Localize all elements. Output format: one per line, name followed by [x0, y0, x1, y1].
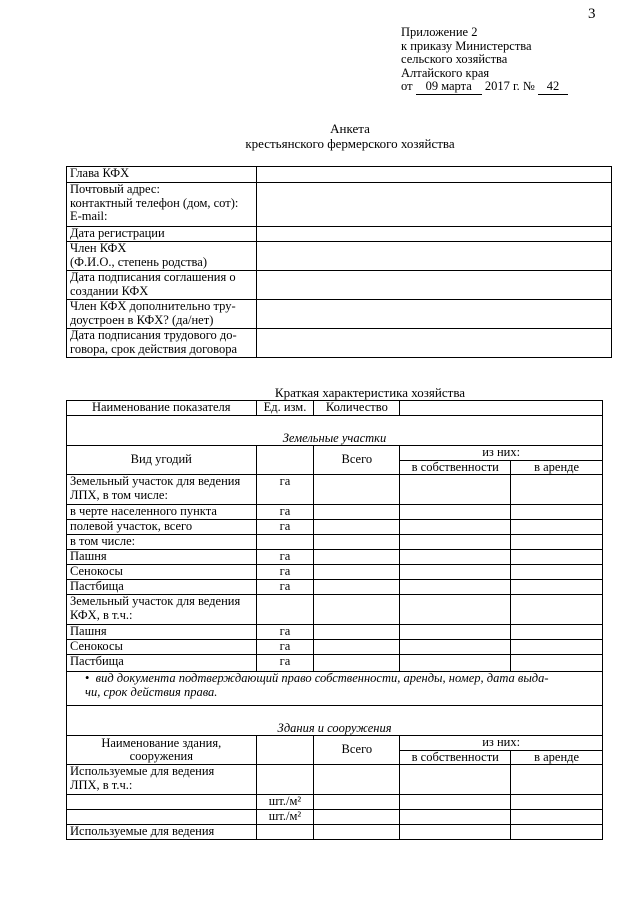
- buildings-row-leased[interactable]: [511, 825, 603, 840]
- buildings-row-leased[interactable]: [511, 765, 603, 795]
- buildings-row-total[interactable]: [314, 810, 400, 825]
- land-row-unit: [256, 595, 314, 625]
- buildings-row-owned[interactable]: [400, 810, 511, 825]
- summary-table: [66, 400, 603, 840]
- land-row: [67, 475, 603, 505]
- land-row-total[interactable]: [314, 565, 400, 580]
- land-row-leased[interactable]: [511, 550, 603, 565]
- info-row-value[interactable]: [256, 167, 611, 183]
- header-quantity: Количество: [314, 401, 400, 416]
- land-row-label: Пастбища: [67, 580, 257, 595]
- land-section-title: Земельные участки: [67, 416, 603, 446]
- annex-date-year: 2017 г. №: [484, 79, 535, 93]
- buildings-header-owned: в собственности: [400, 750, 511, 765]
- info-row-value[interactable]: [256, 183, 611, 227]
- buildings-row: [67, 795, 603, 810]
- land-row-total[interactable]: [314, 580, 400, 595]
- form-title: [0, 121, 640, 151]
- land-row-owned[interactable]: [400, 655, 511, 672]
- land-row-owned[interactable]: [400, 475, 511, 505]
- form-title-line-1: Анкета: [330, 121, 370, 136]
- land-row-total[interactable]: [314, 655, 400, 672]
- buildings-section-title: Здания и сооружения: [67, 706, 603, 736]
- land-row-leased[interactable]: [511, 625, 603, 640]
- info-row-label: Член КФХ дополнительно тру- доустроен в КФХ? (да/нет): [67, 300, 257, 329]
- buildings-header-name: Наименование здания, сооружения: [67, 736, 257, 765]
- land-header-leased: в аренде: [511, 460, 603, 475]
- buildings-row-total[interactable]: [314, 765, 400, 795]
- info-row-value[interactable]: [256, 242, 611, 271]
- info-row-value[interactable]: [256, 271, 611, 300]
- buildings-row-unit: [256, 825, 314, 840]
- land-row-leased[interactable]: [511, 655, 603, 672]
- form-title-line-2: крестьянского фермерского хозяйства: [245, 136, 455, 151]
- header-empty: [400, 401, 603, 416]
- annex-line-3: сельского хозяйства: [401, 52, 508, 66]
- land-row-label: Земельный участок для ведения КФХ, в т.ч.:: [67, 595, 257, 625]
- land-row-unit: [256, 535, 314, 550]
- land-row-unit: га: [256, 580, 314, 595]
- land-row-leased[interactable]: [511, 595, 603, 625]
- buildings-row-leased[interactable]: [511, 795, 603, 810]
- land-row-owned[interactable]: [400, 565, 511, 580]
- info-row: [67, 167, 612, 183]
- info-row-value[interactable]: [256, 329, 611, 358]
- buildings-row-label: [67, 795, 257, 810]
- land-row-leased[interactable]: [511, 475, 603, 505]
- header-indicator: Наименование показателя: [67, 401, 257, 416]
- annex-block: [401, 26, 568, 95]
- land-row-leased[interactable]: [511, 520, 603, 535]
- buildings-row-leased[interactable]: [511, 810, 603, 825]
- info-row-label: Глава КФХ: [67, 167, 257, 183]
- annex-date-value: 09 марта: [416, 80, 482, 95]
- land-row-owned[interactable]: [400, 550, 511, 565]
- land-row-total[interactable]: [314, 520, 400, 535]
- land-row: [67, 520, 603, 535]
- buildings-row-owned[interactable]: [400, 765, 511, 795]
- land-header-of-them: из них:: [400, 446, 603, 461]
- land-row-owned[interactable]: [400, 640, 511, 655]
- buildings-row: [67, 810, 603, 825]
- land-row: [67, 580, 603, 595]
- page-number: 3: [588, 6, 596, 22]
- info-row-label: Дата регистрации: [67, 227, 257, 242]
- land-header-unit: [256, 446, 314, 475]
- annex-date-prefix: от: [401, 79, 413, 93]
- land-row: [67, 550, 603, 565]
- land-row-label: Сенокосы: [67, 565, 257, 580]
- buildings-row: [67, 765, 603, 795]
- land-row-owned[interactable]: [400, 505, 511, 520]
- buildings-row-label: Используемые для ведения: [67, 825, 257, 840]
- land-row: [67, 565, 603, 580]
- land-row-owned[interactable]: [400, 535, 511, 550]
- buildings-row-total[interactable]: [314, 825, 400, 840]
- info-row-value[interactable]: [256, 227, 611, 242]
- annex-date-line: [401, 80, 568, 95]
- land-row-total[interactable]: [314, 535, 400, 550]
- land-row: [67, 625, 603, 640]
- info-row: [67, 300, 612, 329]
- buildings-header-of-them: из них:: [400, 736, 603, 751]
- land-header-type: Вид угодий: [67, 446, 257, 475]
- info-row-label: Член КФХ (Ф.И.О., степень родства): [67, 242, 257, 271]
- land-row: [67, 640, 603, 655]
- info-row-label: Дата подписания трудового до- говора, срок действия договора: [67, 329, 257, 358]
- land-row-owned[interactable]: [400, 595, 511, 625]
- land-row-leased[interactable]: [511, 505, 603, 520]
- land-row-label: Пастбища: [67, 655, 257, 672]
- land-header-total: Всего: [314, 446, 400, 475]
- land-row-label: Пашня: [67, 625, 257, 640]
- buildings-row-total[interactable]: [314, 795, 400, 810]
- annex-line-2: к приказу Министерства: [401, 38, 532, 53]
- land-row-owned[interactable]: [400, 625, 511, 640]
- land-row-total[interactable]: [314, 640, 400, 655]
- buildings-row-label: Используемые для ведения ЛПХ, в т.ч.:: [67, 765, 257, 795]
- land-row-leased[interactable]: [511, 580, 603, 595]
- land-row-total[interactable]: [314, 625, 400, 640]
- info-row: [67, 242, 612, 271]
- land-row-label: Пашня: [67, 550, 257, 565]
- land-row-owned[interactable]: [400, 580, 511, 595]
- buildings-header-unit: [256, 736, 314, 765]
- info-row: [67, 329, 612, 358]
- info-row: [67, 227, 612, 242]
- land-row-total[interactable]: [314, 550, 400, 565]
- land-row-unit: га: [256, 475, 314, 505]
- land-row-unit: га: [256, 655, 314, 672]
- land-row: [67, 595, 603, 625]
- land-row-label: в том числе:: [67, 535, 257, 550]
- land-row-total[interactable]: [314, 595, 400, 625]
- land-row-unit: га: [256, 550, 314, 565]
- land-row-label: Сенокосы: [67, 640, 257, 655]
- bullet-note-row: [67, 672, 603, 706]
- info-row-label: Дата подписания соглашения о создании КФХ: [67, 271, 257, 300]
- bullet-note: вид документа подтверждающий право собственности, аренды, номер, дата выда- чи, срок действия права.: [85, 671, 549, 699]
- buildings-header-total: Всего: [314, 736, 400, 765]
- buildings-row-unit: шт./м²: [256, 795, 314, 810]
- info-row-value[interactable]: [256, 300, 611, 329]
- buildings-row-label: [67, 810, 257, 825]
- summary-title: Краткая характеристика хозяйства: [274, 385, 466, 400]
- header-unit: Ед. изм.: [256, 401, 314, 416]
- info-row: [67, 183, 612, 227]
- land-row-unit: га: [256, 640, 314, 655]
- land-row-unit: га: [256, 520, 314, 535]
- buildings-row-owned[interactable]: [400, 825, 511, 840]
- land-row-label: в черте населенного пункта: [67, 505, 257, 520]
- land-row-leased[interactable]: [511, 565, 603, 580]
- buildings-row: [67, 825, 603, 840]
- annex-number: 42: [538, 80, 568, 95]
- land-row: [67, 535, 603, 550]
- land-row-unit: га: [256, 565, 314, 580]
- land-row-label: полевой участок, всего: [67, 520, 257, 535]
- land-row-leased[interactable]: [511, 640, 603, 655]
- land-row-unit: га: [256, 505, 314, 520]
- land-row-label: Земельный участок для ведения ЛПХ, в том числе:: [67, 475, 257, 505]
- land-row-total[interactable]: [314, 505, 400, 520]
- annex-line-1: Приложение 2: [401, 25, 478, 39]
- buildings-row-unit: [256, 765, 314, 795]
- info-row-label: Почтовый адрес: контактный телефон (дом, сот): E-mail:: [67, 183, 257, 227]
- land-row: [67, 505, 603, 520]
- buildings-row-owned[interactable]: [400, 795, 511, 810]
- info-table: [66, 166, 612, 358]
- land-row-total[interactable]: [314, 475, 400, 505]
- bullet-icon: •: [85, 671, 96, 685]
- info-row: [67, 271, 612, 300]
- land-row: [67, 655, 603, 672]
- land-row-owned[interactable]: [400, 520, 511, 535]
- land-header-owned: в собственности: [400, 460, 511, 475]
- land-row-leased[interactable]: [511, 535, 603, 550]
- land-row-unit: га: [256, 625, 314, 640]
- annex-line-4: Алтайского края: [401, 65, 490, 80]
- buildings-header-leased: в аренде: [511, 750, 603, 765]
- buildings-row-unit: шт./м²: [256, 810, 314, 825]
